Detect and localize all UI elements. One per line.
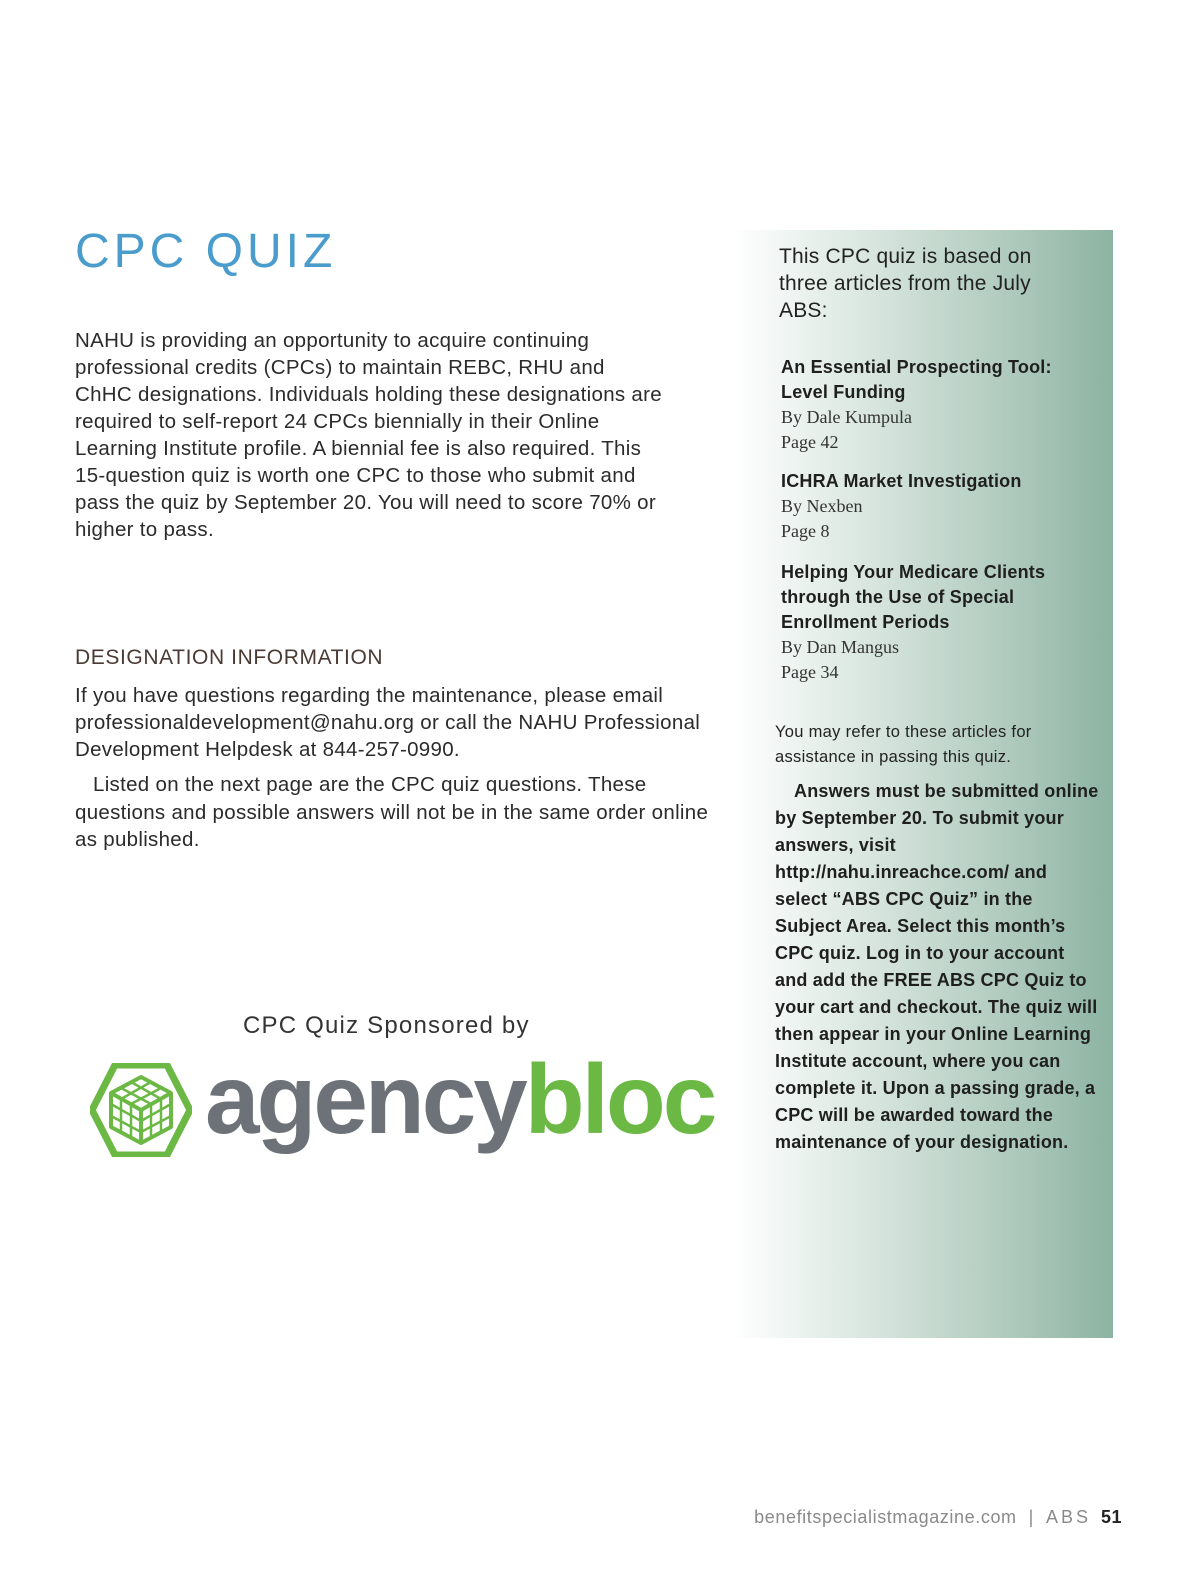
article-page: Page 42 [781,432,839,452]
article-page: Page 34 [781,662,839,682]
article-author: By Dale Kumpula [781,407,912,427]
designation-heading: DESIGNATION INFORMATION [75,646,384,669]
article-title: Helping Your Medicare Clients through the Use of Special Enrollment Periods [781,562,1046,632]
sidebar-refer-note: You may refer to these articles for assistance in passing this quiz. [775,723,1032,766]
sidebar-panel [733,230,1113,1338]
footer-publication: ABS [1045,1507,1091,1527]
sidebar-intro: This CPC quiz is based on three articles from the July ABS: [779,245,1032,322]
page-footer [754,1504,1122,1530]
article-title: An Essential Prospecting Tool: Level Funding [781,357,1052,402]
sponsor-label: CPC Quiz Sponsored by [243,1012,530,1039]
listed-paragraph: Listed on the next page are the CPC quiz questions. These questions and possible answers will not be in the same order online as published. [75,773,709,851]
intro-paragraph: NAHU is providing an opportunity to acquire continuing professional credits (CPCs) to maintain REBC, RHU and ChHC designations. Individuals holding these designations are required to self-report 24 CPCs biennially in their Online Learning Institute profile. A biennial fee is also required. This 15-question quiz is worth one CPC to those who submit and pass the quiz by September 20. You will need to score 70% or higher to pass. [75,329,662,541]
article-item [781,560,1101,685]
article-author: By Nexben [781,496,863,516]
article-item [781,469,1101,544]
article-title: ICHRA Market Investigation [781,471,1022,491]
footer-website: benefitspecialistmagazine.com [754,1507,1017,1527]
cube-icon [90,1063,192,1157]
article-page: Page 8 [781,521,830,541]
logo-text-agency: agency [205,1044,525,1154]
logo-wordmark [205,1044,714,1154]
designation-paragraph: If you have questions regarding the maintenance, please email professionaldevelopment@nahu.org or call the NAHU Professional Development Helpdesk at 844-257-0990. [75,684,701,761]
sidebar-submission-instructions: Answers must be submitted online by September 20. To submit your answers, visit http://nahu.inreachce.com/ and select “ABS CPC Quiz” in the Subject Area. Select this month’s CPC quiz. Log in to your account and add the FREE ABS CPC Quiz to your cart and checkout. The quiz will then appear in your Online Learning Institute account, where you can complete it. Upon a passing grade, a CPC will be awarded toward the maintenance of your designation. [775,781,1099,1152]
page-title: CPC QUIZ [75,225,337,278]
article-author: By Dan Mangus [781,637,899,657]
page-number: 51 [1100,1507,1122,1527]
logo-text-bloc: bloc [524,1044,715,1154]
article-item [781,355,1101,455]
footer-separator: | [1028,1507,1034,1527]
sponsor-logo [90,1044,715,1168]
